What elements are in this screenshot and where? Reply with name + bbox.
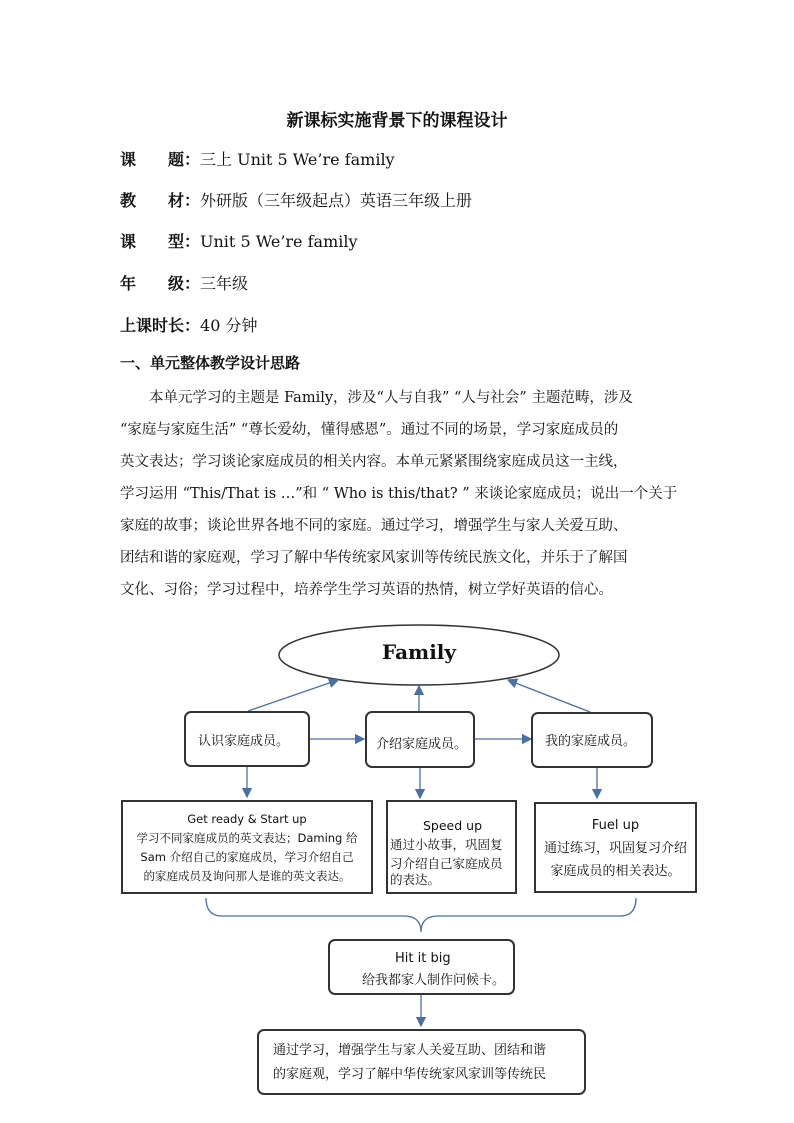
paragraph-line: 英文表达；学习谈论家庭成员的相关内容。本单元紧紧围绕家庭成员这一主线， — [120, 454, 628, 470]
node-body-line: 的表达。 — [390, 872, 441, 887]
paragraph-line: 本单元学习的主题是 Family，涉及“人与自我” “人与社会” 主题范畴，涉及 — [120, 390, 633, 406]
node-label: 认识家庭成员。 — [198, 734, 290, 749]
paragraph-line: 家庭的故事；谈论世界各地不同的家庭。通过学习，增强学生与家人关爱互助、 — [120, 518, 628, 534]
meta-value: Unit 5 We’re family — [200, 232, 358, 251]
meta-label: 课 型： — [120, 232, 201, 251]
node-label: 我的家庭成员。 — [545, 734, 637, 749]
meta-value: 40 分钟 — [200, 316, 258, 335]
arrow-up-left — [248, 680, 338, 711]
section-heading: 一、单元整体教学设计思路 — [120, 354, 301, 372]
diagram-center-label: Family — [381, 640, 457, 664]
node-heading: Hit it big — [395, 951, 451, 966]
meta-value: 三年级 — [200, 274, 249, 293]
meta-label: 年 级： — [120, 274, 201, 293]
goal-line: 的家庭观，学习了解中华传统家风家训等传统民 — [273, 1067, 547, 1082]
paragraph-line: 文化、习俗；学习过程中，培养学生学习英语的热情，树立学好英语的信心。 — [120, 582, 613, 598]
node-speed-up — [386, 800, 517, 894]
node-body-line: 通过小故事，巩固复 — [390, 837, 503, 852]
node-heading: Speed up — [422, 818, 482, 833]
node-body-line: 的家庭成员及询问那人是谁的英文表达。 — [143, 869, 351, 883]
meta-label: 课 题： — [120, 150, 201, 169]
node-introduce-family — [365, 711, 475, 768]
node-label: 介绍家庭成员。 — [376, 737, 468, 752]
merge-brace — [206, 898, 636, 932]
node-hit-it-big — [328, 939, 515, 995]
node-body-line: 学习不同家庭成员的英文表达；Daming 给 — [136, 831, 358, 845]
arrow-up-right — [508, 680, 590, 712]
node-fuel-up — [534, 802, 697, 893]
node-body-line: 给我都家人制作问候卡。 — [362, 973, 506, 988]
node-body-line: 通过练习，巩固复习介绍 — [543, 841, 687, 856]
meta-label: 教 材： — [120, 191, 201, 210]
node-heading: Fuel up — [591, 818, 640, 833]
node-recognize-family — [184, 711, 310, 767]
node-get-ready-start-up — [121, 800, 373, 894]
node-body-line: Sam 介绍自己的家庭成员，学习介绍自己 — [140, 850, 354, 864]
meta-label: 上课时长： — [120, 316, 201, 335]
node-body-line: 家庭成员的相关表达。 — [550, 864, 681, 879]
node-my-family — [531, 712, 653, 768]
paragraph-line: 学习运用 “This/That is …”和 “ Who is this/that? ” 来谈论家庭成员；说出一个关于 — [120, 486, 678, 502]
document-title: 新课标实施背景下的课程设计 — [286, 111, 508, 131]
meta-value: 外研版（三年级起点）英语三年级上册 — [200, 191, 473, 210]
goal-line: 通过学习，增强学生与家人关爱互助、团结和谐 — [273, 1043, 547, 1058]
meta-value: 三上 Unit 5 We’re family — [200, 150, 395, 169]
paragraph-line: 团结和谐的家庭观，学习了解中华传统家风家训等传统民族文化，并乐于了解国 — [120, 550, 628, 566]
node-heading: Get ready & Start up — [187, 812, 307, 826]
paragraph-line: “家庭与家庭生活” “尊长爱幼，懂得感恩”。通过不同的场景，学习家庭成员的 — [120, 422, 619, 438]
node-learning-goal — [257, 1029, 586, 1095]
node-body-line: 习介绍自己家庭成员 — [390, 856, 503, 871]
